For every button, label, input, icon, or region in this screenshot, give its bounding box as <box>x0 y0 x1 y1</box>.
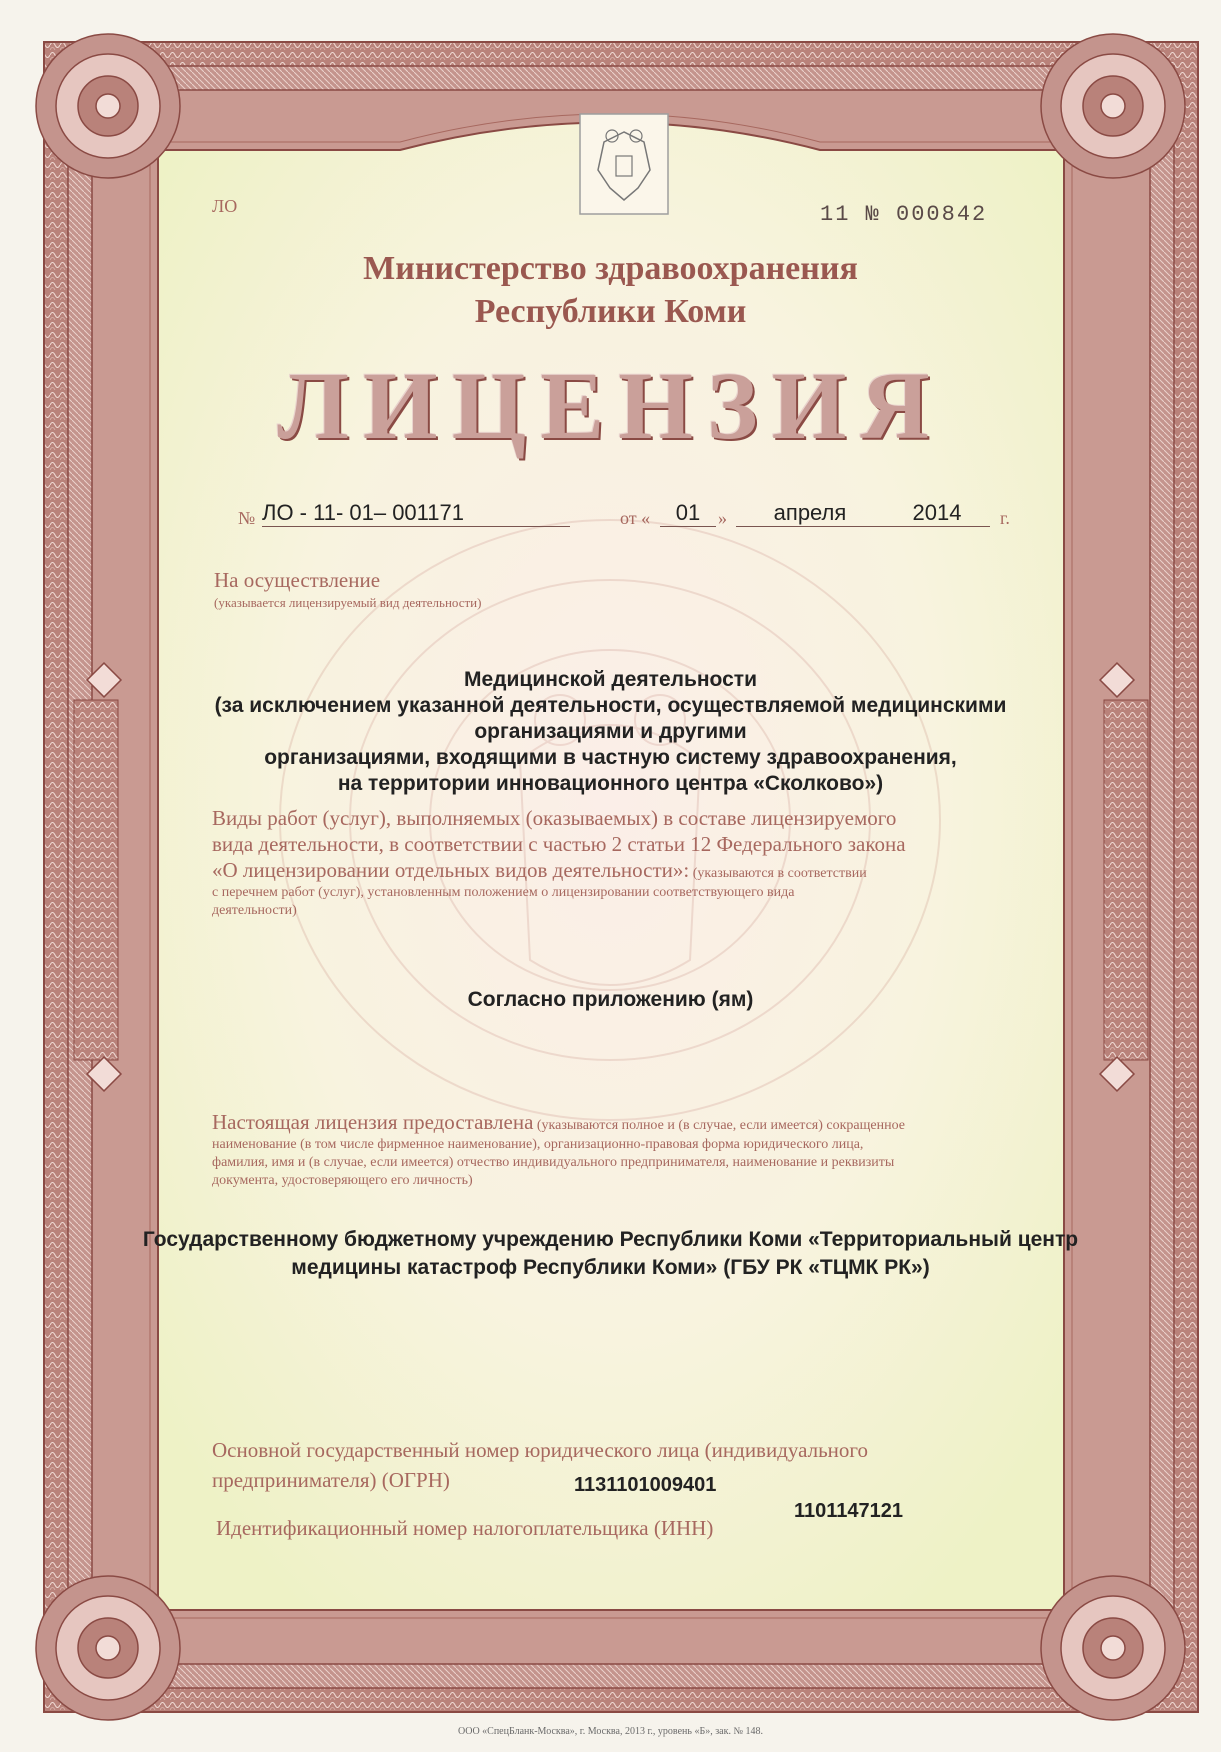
works-label-line: вида деятельности, в соответствии с частью 2 статьи 12 Федерального закона <box>212 832 906 856</box>
ogrn-label-line-2: предпринимателя) (ОГРН) <box>212 1468 450 1492</box>
licensee-label: Настоящая лицензия предоставлена <box>212 1110 534 1134</box>
activity-hint: (указывается лицензируемый вид деятельности) <box>214 595 482 610</box>
series-label: ЛО <box>212 196 238 216</box>
coat-of-arms-icon <box>580 114 668 214</box>
inn-label: Идентификационный номер налогоплательщика (ИНН) <box>216 1516 714 1540</box>
document-title: ЛИЦЕНЗИЯ <box>277 352 944 459</box>
activity-value-line: (за исключением указанной деятельности, осуществляемой медицинскими <box>214 694 1007 717</box>
license-number: ЛО - 11- 01– 001171 <box>262 500 570 527</box>
ministry-line-2: Республики Коми <box>474 293 747 330</box>
licensee-hint-line: документа, удостоверяющего его личность) <box>212 1173 473 1188</box>
works-hint-inline: (указываются в соответствии <box>689 866 867 881</box>
license-month: апреля <box>736 500 884 527</box>
year-suffix: г. <box>1000 508 1010 528</box>
date-day-close: » <box>718 508 727 528</box>
ministry-line-1: Министерство здравоохранения <box>363 250 858 287</box>
works-hint-line: с перечнем работ (услуг), установленным положением о лицензировании соответствующего вида <box>212 885 795 900</box>
works-label-line-3 <box>212 858 867 883</box>
form-number: 11 № 000842 <box>820 202 988 227</box>
number-sign: № <box>238 508 256 528</box>
inn-value: 1101147121 <box>794 1500 904 1522</box>
activity-value-line: на территории инновационного центра «Сколково») <box>337 772 884 795</box>
licensee-value-line: Государственному бюджетному учреждению Республики Коми «Территориальный центр <box>142 1228 1079 1251</box>
works-value: Согласно приложению (ям) <box>467 988 754 1011</box>
licensee-hint-line: фамилия, имя и (в случае, если имеется) отчество индивидуального предпринимателя, наименование и реквизиты <box>212 1155 895 1170</box>
date-from-label: от « <box>620 508 651 528</box>
works-law-name: «О лицензировании отдельных видов деятельности»: <box>212 858 690 882</box>
licensee-hint-line: наименование (в том числе фирменное наименование), организационно-правовая форма юридического лица, <box>212 1137 864 1152</box>
licensee-label-line <box>212 1110 905 1135</box>
ogrn-label-line-1: Основной государственный номер юридического лица (индивидуального <box>212 1438 869 1462</box>
works-label-line: Виды работ (услуг), выполняемых (оказываемых) в составе лицензируемого <box>212 806 897 830</box>
license-day: 01 <box>660 500 716 527</box>
license-year: 2014 <box>884 500 990 527</box>
activity-label: На осуществление <box>214 568 381 592</box>
ogrn-value: 1131101009401 <box>574 1474 717 1496</box>
activity-value-line: организациями и другими <box>474 720 747 743</box>
activity-value-line: Медицинской деятельности <box>464 668 757 691</box>
licensee-hint-inline: (указываются полное и (в случае, если имеется) сокращенное <box>533 1118 905 1133</box>
printer-imprint: ООО «СпецБланк-Москва», г. Москва, 2013 г., уровень «Б», зак. № 148. <box>458 1726 763 1737</box>
licensee-value-line: медицины катастроф Республики Коми» (ГБУ РК «ТЦМК РК») <box>291 1256 930 1279</box>
works-hint-line: деятельности) <box>212 903 297 918</box>
activity-value-line: организациями, входящими в частную систему здравоохранения, <box>264 746 957 769</box>
